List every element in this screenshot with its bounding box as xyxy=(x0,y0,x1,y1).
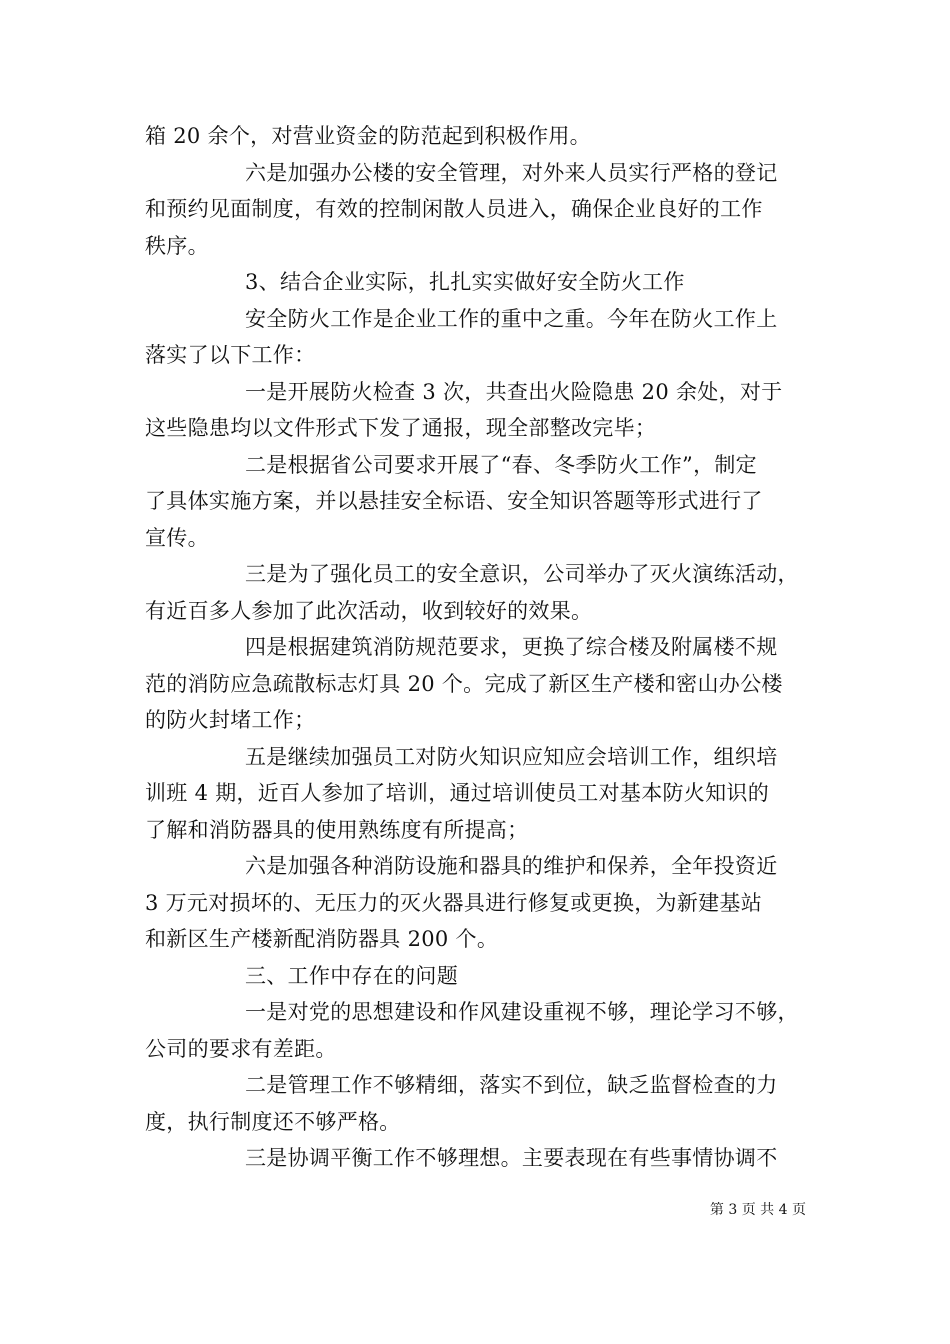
text-line: 五是继续加强员工对防火知识应知应会培训工作，组织培 xyxy=(245,744,778,769)
text-line: 3、结合企业实际，扎扎实实做好安全防火工作 xyxy=(245,270,685,294)
text-line: 四是根据建筑消防规范要求，更换了综合楼及附属楼不规 xyxy=(245,635,778,659)
text-line: 范的消防应急疏散标志灯具 20 个。完成了新区生产楼和密山办公楼 xyxy=(145,671,783,696)
text-line: 安全防火工作是企业工作的重中之重。今年在防火工作上 xyxy=(245,306,778,331)
text-line: 的防火封堵工作； xyxy=(145,708,316,732)
text-line: 有近百多人参加了此次活动，收到较好的效果。 xyxy=(145,598,593,623)
text-line: 六是加强各种消防设施和器具的维护和保养，全年投资近 xyxy=(245,854,778,878)
text-line: 宣传。 xyxy=(145,525,209,550)
text-line: 这些隐患均以文件形式下发了通报，现全部整改完毕； xyxy=(145,416,657,440)
text-line: 3 万元对损坏的、无压力的灭火器具进行修复或更换，为新建基站 xyxy=(145,890,763,915)
text-line: 了具体实施方案，并以悬挂安全标语、安全知识答题等形式进行了 xyxy=(145,489,763,513)
text-line: 和预约见面制度，有效的控制闲散人员进入，确保企业良好的工作 xyxy=(145,197,763,221)
text-line: 二是管理工作不够精细，落实不到位，缺乏监督检查的力 xyxy=(245,1073,778,1097)
text-line: 公司的要求有差距。 xyxy=(145,1036,337,1061)
text-line: 六是加强办公楼的安全管理，对外来人员实行严格的登记 xyxy=(245,160,778,185)
text-line: 落实了以下工作： xyxy=(145,343,316,367)
text-line: 箱 20 余个，对营业资金的防范起到积极作用。 xyxy=(145,124,591,148)
text-line: 了解和消防器具的使用熟练度有所提高； xyxy=(145,817,529,842)
text-line: 三是协调平衡工作不够理想。主要表现在有些事情协调不 xyxy=(245,1146,778,1170)
page-number-footer: 第 3 页 共 4 页 xyxy=(709,1202,806,1218)
text-line: 一是对党的思想建设和作风建设重视不够，理论学习不够， xyxy=(245,1000,799,1024)
document-body xyxy=(145,118,817,1177)
text-line: 三是为了强化员工的安全意识，公司举办了灭火演练活动， xyxy=(245,562,799,586)
text-line: 一是开展防火检查 3 次，共查出火险隐患 20 余处，对于 xyxy=(245,379,783,404)
text-line: 训班 4 期，近百人参加了培训，通过培训使员工对基本防火知识的 xyxy=(145,781,770,805)
text-line: 三、工作中存在的问题 xyxy=(245,963,458,988)
text-line: 秩序。 xyxy=(145,233,209,258)
text-line: 度，执行制度还不够严格。 xyxy=(145,1109,401,1134)
text-line: 和新区生产楼新配消防器具 200 个。 xyxy=(145,927,499,951)
text-line: 二是根据省公司要求开展了“春、冬季防火工作”，制定 xyxy=(245,452,757,477)
